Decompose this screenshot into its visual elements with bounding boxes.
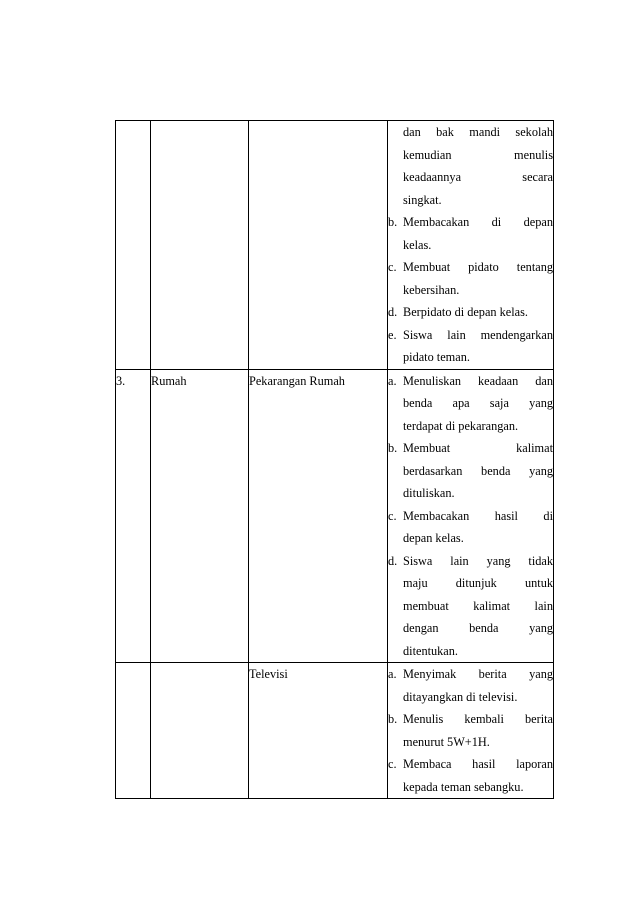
activity-line: Siswa lain mendengarkan — [403, 327, 553, 342]
row-number-cell — [116, 121, 151, 370]
activity-line: Siswa lain yang tidak — [403, 553, 553, 568]
activity-text — [403, 708, 553, 753]
activity-label: e. — [388, 327, 397, 342]
activity-label: b. — [388, 441, 398, 455]
activity-item — [388, 324, 553, 369]
activity-item — [388, 370, 553, 438]
activity-item — [388, 505, 553, 550]
activity-label: a. — [388, 667, 397, 681]
activity-table-body — [116, 121, 554, 799]
activity-line: Menyimak berita yang — [403, 667, 553, 681]
place-cell — [151, 663, 249, 799]
activity-line: Menulis kembali berita — [403, 712, 553, 726]
activity-line: ditentukan. — [403, 643, 458, 658]
activity-line: dituliskan. — [403, 486, 455, 500]
activity-line: Menuliskan keadaan dan — [403, 373, 553, 388]
activity-line: dengan benda yang — [403, 621, 553, 635]
table-row — [116, 121, 554, 370]
object-cell — [249, 369, 388, 663]
activities-cell — [388, 663, 554, 799]
activity-item — [388, 708, 553, 753]
activity-line: benda apa saja yang — [403, 396, 553, 410]
activity-line: maju ditunjuk untuk — [403, 576, 553, 590]
activity-text — [403, 550, 553, 663]
object-cell — [249, 663, 388, 799]
activities-cell — [388, 369, 554, 663]
place-cell — [151, 121, 249, 370]
activity-text — [403, 256, 553, 301]
row-number-cell — [116, 369, 151, 663]
activity-label: d. — [388, 305, 398, 319]
activity-line: pidato teman. — [403, 350, 470, 364]
table-row — [116, 369, 554, 663]
table-row — [116, 663, 554, 799]
activity-line: Membacakan hasil di — [403, 508, 553, 523]
activity-text — [403, 211, 553, 256]
activity-text — [403, 663, 553, 708]
place-text: Rumah — [151, 373, 187, 388]
activity-text — [403, 324, 553, 369]
activity-label: c. — [388, 757, 397, 771]
activity-label: a. — [388, 373, 397, 388]
activity-label: b. — [388, 215, 398, 229]
activity-line: keadaannya secara — [403, 170, 553, 184]
activity-label — [388, 121, 403, 211]
activities-cell — [388, 121, 554, 370]
activity-line: Membuat kalimat — [403, 441, 553, 455]
activity-line: Membacakan di depan — [403, 215, 553, 229]
activity-line: ditayangkan di televisi. — [403, 689, 518, 704]
activity-item — [388, 121, 553, 211]
activity-item — [388, 753, 553, 798]
activity-text — [403, 370, 553, 438]
activity-line: Berpidato di depan kelas. — [403, 305, 528, 319]
activity-line: kebersihan. — [403, 282, 460, 297]
object-text: Televisi — [249, 667, 288, 681]
activity-item — [388, 663, 553, 708]
activity-label: c. — [388, 260, 397, 274]
row-number-text: 3. — [116, 373, 126, 388]
activity-line: Membuat pidato tentang — [403, 260, 553, 274]
activity-line: menurut 5W+1H. — [403, 734, 490, 749]
object-text: Pekarangan Rumah — [249, 373, 345, 388]
activity-line: kemudian menulis — [403, 147, 553, 162]
activity-line: dan bak mandi sekolah — [403, 125, 553, 139]
activity-line: berdasarkan benda yang — [403, 463, 553, 478]
activity-item — [388, 301, 553, 324]
place-cell — [151, 369, 249, 663]
activity-line: Membaca hasil laporan — [403, 757, 553, 771]
activity-item — [388, 437, 553, 505]
activity-text — [403, 301, 553, 324]
activity-text — [403, 505, 553, 550]
activity-item — [388, 256, 553, 301]
row-number-cell — [116, 663, 151, 799]
activity-line: depan kelas. — [403, 531, 464, 545]
activity-item — [388, 211, 553, 256]
activity-line: kelas. — [403, 237, 432, 252]
activity-line: membuat kalimat lain — [403, 598, 553, 613]
activity-table — [115, 120, 554, 799]
activity-text — [403, 753, 553, 798]
activity-label: b. — [388, 712, 398, 726]
activity-text — [403, 121, 553, 211]
activity-label: c. — [388, 508, 397, 523]
activity-item — [388, 550, 553, 663]
activity-line: terdapat di pekarangan. — [403, 418, 519, 433]
activity-text — [403, 437, 553, 505]
activity-line: singkat. — [403, 192, 442, 207]
activity-label: d. — [388, 553, 398, 568]
activity-line: kepada teman sebangku. — [403, 779, 524, 794]
object-cell — [249, 121, 388, 370]
